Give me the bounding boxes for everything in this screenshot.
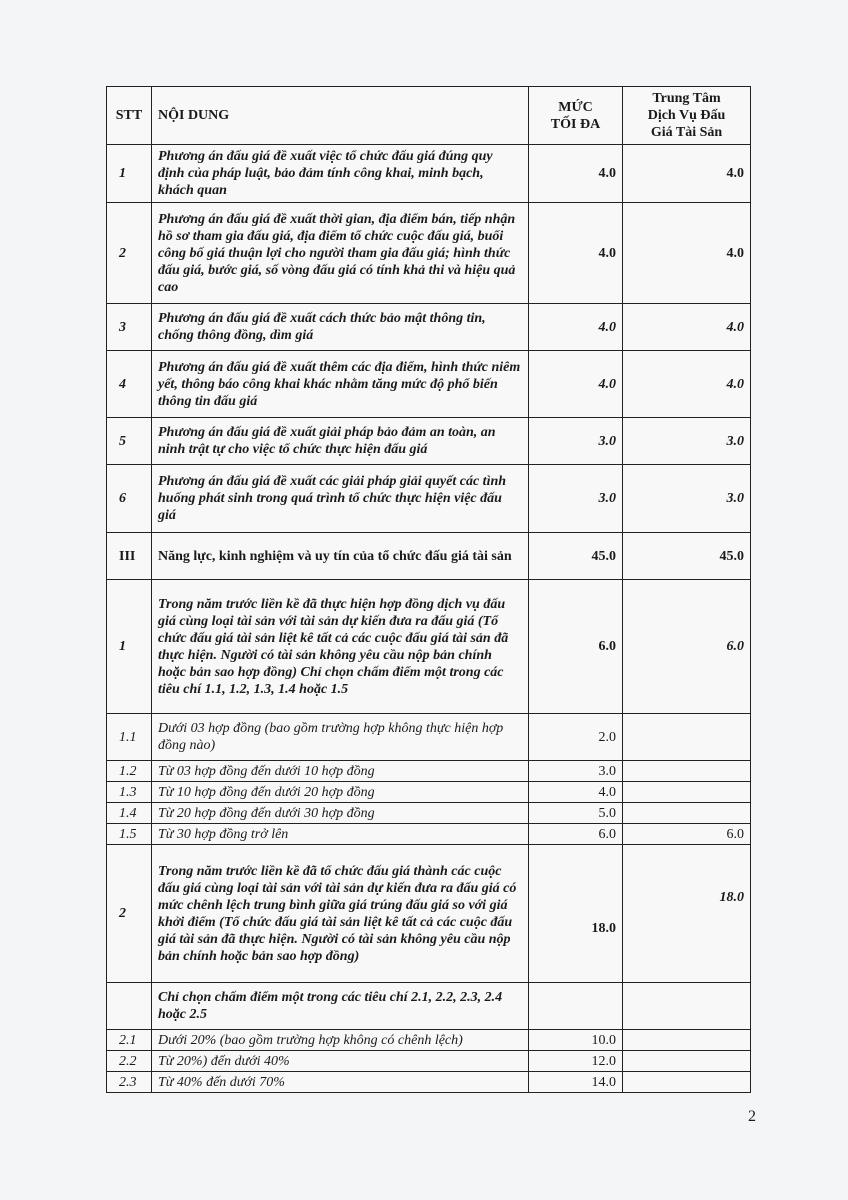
- row-max: 2.0: [529, 714, 623, 761]
- row-max: 4.0: [529, 782, 623, 803]
- row-score: 3.0: [623, 418, 751, 465]
- row-content: Dưới 20% (bao gồm trường hợp không có chênh lệch): [152, 1030, 529, 1051]
- table-row: [107, 580, 751, 714]
- row-stt: 5: [107, 418, 152, 465]
- table-row: [107, 203, 751, 304]
- row-stt: 4: [107, 351, 152, 418]
- table-row-section: [107, 533, 751, 580]
- row-max: 14.0: [529, 1072, 623, 1093]
- table-row: [107, 714, 751, 761]
- row-score: 6.0: [623, 824, 751, 845]
- table-row: [107, 845, 751, 983]
- row-stt: 2.3: [107, 1072, 152, 1093]
- row-content: Từ 20 hợp đồng đến dưới 30 hợp đồng: [152, 803, 529, 824]
- row-score: [623, 714, 751, 761]
- row-stt: 6: [107, 465, 152, 533]
- header-max-score: [529, 87, 623, 145]
- row-content: Phương án đấu giá đề xuất giải pháp bảo đảm an toàn, an ninh trật tự cho việc tổ chức thực hiện đấu giá: [152, 418, 529, 465]
- page-number: 2: [748, 1108, 756, 1125]
- row-stt: 1.3: [107, 782, 152, 803]
- row-max: 4.0: [529, 203, 623, 304]
- header-stt: STT: [107, 87, 152, 145]
- row-stt: 2: [107, 845, 152, 983]
- table-row: [107, 761, 751, 782]
- table-row: [107, 145, 751, 203]
- table-row: [107, 351, 751, 418]
- header-center-line1: Trung Tâm: [652, 91, 721, 106]
- header-max-line1: MỨC: [558, 99, 593, 115]
- row-content: Từ 03 hợp đồng đến dưới 10 hợp đồng: [152, 761, 529, 782]
- row-max: 18.0: [529, 845, 623, 983]
- row-content: Từ 40% đến dưới 70%: [152, 1072, 529, 1093]
- row-content: Dưới 03 hợp đồng (bao gồm trường hợp không thực hiện hợp đồng nào): [152, 714, 529, 761]
- row-max: 45.0: [529, 533, 623, 580]
- row-score: 4.0: [623, 304, 751, 351]
- header-auction-center: [623, 87, 751, 145]
- row-stt: 3: [107, 304, 152, 351]
- row-score: 3.0: [623, 465, 751, 533]
- row-content: Phương án đấu giá đề xuất các giải pháp giải quyết các tình huống phát sinh trong quá trình tổ chức thực hiện việc đấu giá: [152, 465, 529, 533]
- row-stt: 1: [107, 145, 152, 203]
- row-score: 6.0: [623, 580, 751, 714]
- row-score: [623, 1051, 751, 1072]
- header-content: NỘI DUNG: [152, 87, 529, 145]
- header-max-line2: TỐI ĐA: [550, 116, 601, 132]
- header-center-line3: Giá Tài Sản: [650, 125, 723, 140]
- row-score: 4.0: [623, 203, 751, 304]
- row-content: Năng lực, kinh nghiệm và uy tín của tổ chức đấu giá tài sản: [152, 533, 529, 580]
- row-max: 6.0: [529, 824, 623, 845]
- row-score: [623, 782, 751, 803]
- row-score: 45.0: [623, 533, 751, 580]
- row-score: 4.0: [623, 351, 751, 418]
- row-score: [623, 1072, 751, 1093]
- row-stt: 2.1: [107, 1030, 152, 1051]
- row-stt: 1.1: [107, 714, 152, 761]
- table-row: [107, 782, 751, 803]
- table-row: [107, 1051, 751, 1072]
- table-row: [107, 1072, 751, 1093]
- row-content: Trong năm trước liền kề đã thực hiện hợp đồng dịch vụ đấu giá cùng loại tài sản với tài sản dự kiến đưa ra đấu giá (Tổ chức đấu giá tài sản liệt kê tất cả các cuộc đấu giá tài sản đã thực hiện. Người có tài sản không yêu cầu nộp bản chính hoặc bản sao hợp đồng) Chỉ chọn chấm điểm một trong các tiêu chí 1.1, 1.2, 1.3, 1.4 hoặc 1.5: [152, 580, 529, 714]
- row-max: [529, 983, 623, 1030]
- table-row: [107, 1030, 751, 1051]
- row-max: 3.0: [529, 761, 623, 782]
- table-row: [107, 465, 751, 533]
- row-content: Trong năm trước liền kề đã tổ chức đấu giá thành các cuộc đấu giá cùng loại tài sản với tài sản dự kiến đưa ra đấu giá có mức chênh lệch trung bình giữa giá trúng đấu giá so với giá khởi điểm (Tổ chức đấu giá tài sản liệt kê tất cả các cuộc đấu giá tài sản đã thực hiện. Người có tài sản không yêu cầu nộp bản chính hoặc bản sao hợp đồng): [152, 845, 529, 983]
- row-stt: 1.4: [107, 803, 152, 824]
- row-stt: III: [107, 533, 152, 580]
- row-content: Phương án đấu giá đề xuất thời gian, địa điểm bán, tiếp nhận hồ sơ tham gia đấu giá, địa điểm tổ chức cuộc đấu giá, buổi công bố giá thuận lợi cho người tham gia đấu giá; hình thức đấu giá, bước giá, số vòng đấu giá có tính khả thi và hiệu quả cao: [152, 203, 529, 304]
- row-content: Chỉ chọn chấm điểm một trong các tiêu chí 2.1, 2.2, 2.3, 2.4 hoặc 2.5: [152, 983, 529, 1030]
- row-content: Phương án đấu giá đề xuất cách thức bảo mật thông tin, chống thông đồng, dìm giá: [152, 304, 529, 351]
- row-max: 4.0: [529, 304, 623, 351]
- row-max: 3.0: [529, 465, 623, 533]
- row-stt: 2: [107, 203, 152, 304]
- row-max: 10.0: [529, 1030, 623, 1051]
- row-score: 4.0: [623, 145, 751, 203]
- row-stt: 1.2: [107, 761, 152, 782]
- row-content: Từ 20%) đến dưới 40%: [152, 1051, 529, 1072]
- row-max: 4.0: [529, 351, 623, 418]
- row-content: Phương án đấu giá đề xuất thêm các địa điểm, hình thức niêm yết, thông báo công khai khác nhằm tăng mức độ phổ biến thông tin đấu giá: [152, 351, 529, 418]
- row-max: 4.0: [529, 145, 623, 203]
- row-content: Phương án đấu giá đề xuất việc tổ chức đấu giá đúng quy định của pháp luật, bảo đảm tính công khai, minh bạch, khách quan: [152, 145, 529, 203]
- row-max: 12.0: [529, 1051, 623, 1072]
- table-row: [107, 803, 751, 824]
- row-max: 3.0: [529, 418, 623, 465]
- row-stt: 2.2: [107, 1051, 152, 1072]
- row-score: [623, 1030, 751, 1051]
- table-row: [107, 418, 751, 465]
- row-score: 18.0: [623, 845, 751, 983]
- row-max: 5.0: [529, 803, 623, 824]
- scoring-table: [106, 86, 751, 1093]
- table-header-row: [107, 87, 751, 145]
- row-score: [623, 983, 751, 1030]
- header-center-line2: Dịch Vụ Đấu: [647, 108, 726, 123]
- row-content: Từ 30 hợp đồng trở lên: [152, 824, 529, 845]
- row-score: [623, 803, 751, 824]
- table-row-note: [107, 983, 751, 1030]
- row-content: Từ 10 hợp đồng đến dưới 20 hợp đồng: [152, 782, 529, 803]
- row-score: [623, 761, 751, 782]
- row-max: 6.0: [529, 580, 623, 714]
- table-row: [107, 824, 751, 845]
- row-stt: [107, 983, 152, 1030]
- table-row: [107, 304, 751, 351]
- row-stt: 1: [107, 580, 152, 714]
- row-stt: 1.5: [107, 824, 152, 845]
